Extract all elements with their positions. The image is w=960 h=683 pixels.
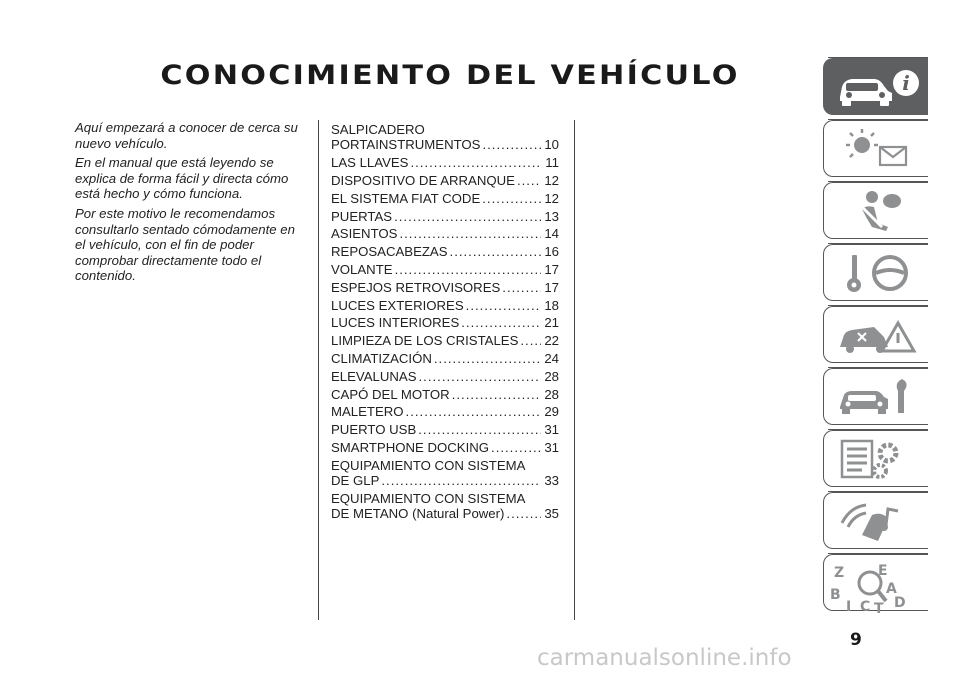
dot-leader [410, 155, 541, 170]
index-letter: Z [834, 565, 845, 581]
dot-leader [452, 387, 541, 402]
intro-text [75, 120, 305, 288]
toc-entry-label: LAS LLAVES [331, 155, 409, 171]
toc-entry-label: ELEVALUNAS [331, 368, 417, 384]
toc-entry[interactable] [331, 333, 559, 348]
toc-entry-page: 12 [544, 173, 559, 188]
chapter-tab[interactable] [823, 182, 928, 239]
toc-entry-page: 31 [544, 439, 559, 455]
chapter-tab[interactable] [823, 120, 928, 177]
table-of-contents [331, 122, 559, 524]
toc-entry-page: 13 [544, 208, 559, 224]
toc-entry-page: 29 [544, 404, 559, 420]
toc-entry-label: VOLANTE [331, 261, 393, 277]
dot-leader [406, 404, 541, 419]
dot-leader [520, 333, 541, 348]
toc-entry-page: 17 [544, 261, 559, 277]
toc-entry[interactable] [331, 458, 559, 489]
toc-entry-page: 11 [545, 155, 559, 171]
index-letter: E [878, 563, 888, 579]
toc-entry-page: 14 [544, 226, 559, 242]
toc-entry-page: 16 [544, 244, 559, 260]
toc-entry-label: CLIMATIZACIÓN [331, 350, 432, 366]
toc-entry-label: PORTAINSTRUMENTOS [331, 137, 481, 153]
toc-entry[interactable] [331, 422, 559, 437]
toc-entry[interactable] [331, 315, 559, 330]
toc-entry[interactable] [331, 122, 559, 153]
dot-leader [461, 315, 541, 330]
index-letter: D [894, 595, 906, 611]
toc-entry[interactable] [331, 173, 559, 188]
toc-entry-label: EQUIPAMIENTO CON SISTEMA [331, 490, 526, 506]
toc-entry-label: DISPOSITIVO DE ARRANQUE [331, 173, 515, 188]
chapter-tab[interactable] [823, 554, 928, 617]
toc-entry-label: DE GLP [331, 473, 380, 489]
dot-leader [399, 226, 541, 241]
toc-entry-label: LUCES EXTERIORES [331, 297, 464, 313]
svg-text:i: i [902, 71, 910, 95]
toc-entry-page: 22 [544, 333, 559, 349]
toc-entry[interactable] [331, 298, 559, 313]
toc-entry[interactable] [331, 191, 559, 206]
chapter-tab[interactable] [823, 58, 928, 115]
watermark: carmanualsonline.info [537, 645, 792, 671]
dot-leader [419, 369, 541, 384]
dot-leader [394, 209, 541, 224]
toc-entry[interactable] [331, 440, 559, 455]
page-title: CONOCIMIENTO DEL VEHÍCULO [160, 60, 740, 91]
index-letter: A [886, 581, 897, 597]
toc-entry-label: ASIENTOS [331, 226, 398, 242]
toc-entry-page: 21 [544, 315, 559, 331]
dot-leader [506, 506, 541, 521]
toc-entry-label: MALETERO [331, 404, 404, 420]
chapter-tab[interactable] [823, 306, 928, 363]
toc-entry-label: SMARTPHONE DOCKING [331, 439, 490, 455]
toc-entry-page: 31 [544, 422, 559, 438]
toc-entry[interactable] [331, 209, 559, 224]
intro-paragraph: En el manual que está leyendo se explica de forma fácil y directa cómo está hecho y cómo funciona. [75, 155, 289, 202]
toc-entry-page: 18 [544, 297, 559, 313]
intro-paragraph: Aquí empezará a conocer de cerca su nuevo vehículo. [75, 120, 298, 151]
toc-entry-label: LUCES INTERIORES [331, 315, 460, 331]
toc-entry-label: CAPÓ DEL MOTOR [331, 386, 450, 402]
toc-entry-page: 24 [544, 350, 559, 366]
toc-entry[interactable] [331, 387, 559, 402]
toc-entry[interactable] [331, 155, 559, 170]
toc-entry[interactable] [331, 280, 559, 295]
index-letter: T [874, 601, 884, 617]
dot-leader [466, 298, 541, 313]
dot-leader [381, 473, 541, 488]
dot-leader [418, 422, 541, 437]
toc-entry-label: REPOSACABEZAS [331, 244, 448, 260]
page-number: 9 [850, 630, 862, 650]
toc-entry[interactable] [331, 226, 559, 241]
toc-entry-label: PUERTAS [331, 208, 393, 224]
dot-leader [450, 244, 541, 259]
toc-entry-page: 28 [544, 386, 559, 402]
toc-entry-label: PUERTO USB [331, 422, 417, 438]
index-letter: I [846, 599, 852, 615]
toc-entry[interactable] [331, 244, 559, 259]
toc-entry[interactable] [331, 491, 559, 522]
dot-leader [434, 351, 541, 366]
dot-leader [517, 173, 541, 188]
toc-entry-page: 12 [544, 190, 559, 206]
toc-entry-label: SALPICADERO [331, 122, 425, 137]
toc-entry-page: 35 [544, 506, 559, 522]
toc-entry-page: 33 [544, 473, 559, 489]
toc-entry-label: ESPEJOS RETROVISORES [331, 279, 501, 295]
toc-entry-page: 17 [544, 279, 559, 295]
column-divider [574, 120, 575, 620]
toc-entry[interactable] [331, 262, 559, 277]
chapter-tab[interactable] [823, 430, 928, 487]
toc-entry-label: EQUIPAMIENTO CON SISTEMA [331, 457, 526, 473]
chapter-tab[interactable] [823, 244, 928, 301]
dot-leader [395, 262, 541, 277]
column-divider [318, 120, 319, 620]
toc-entry[interactable] [331, 351, 559, 366]
toc-entry-label: LIMPIEZA DE LOS CRISTALES [331, 333, 519, 349]
toc-entry-label: EL SISTEMA FIAT CODE [331, 190, 481, 206]
toc-entry-label: DE METANO (Natural Power) [331, 506, 505, 522]
dot-leader [491, 440, 541, 455]
toc-entry[interactable] [331, 404, 559, 419]
dot-leader [482, 137, 541, 152]
chapter-tab[interactable] [823, 368, 928, 425]
toc-entry[interactable] [331, 369, 559, 384]
index-letter: C [860, 599, 871, 615]
intro-paragraph: Por este motivo le recomendamos consultarlo sentado cómodamente en el vehículo, con el fin de poder comprobar directamente todo el contenido. [75, 205, 295, 284]
dot-leader [502, 280, 541, 295]
chapter-tab[interactable] [823, 492, 928, 549]
index-letter: B [830, 587, 841, 603]
dot-leader [482, 191, 541, 206]
toc-entry-page: 28 [544, 368, 559, 384]
toc-entry-page: 10 [544, 137, 559, 153]
